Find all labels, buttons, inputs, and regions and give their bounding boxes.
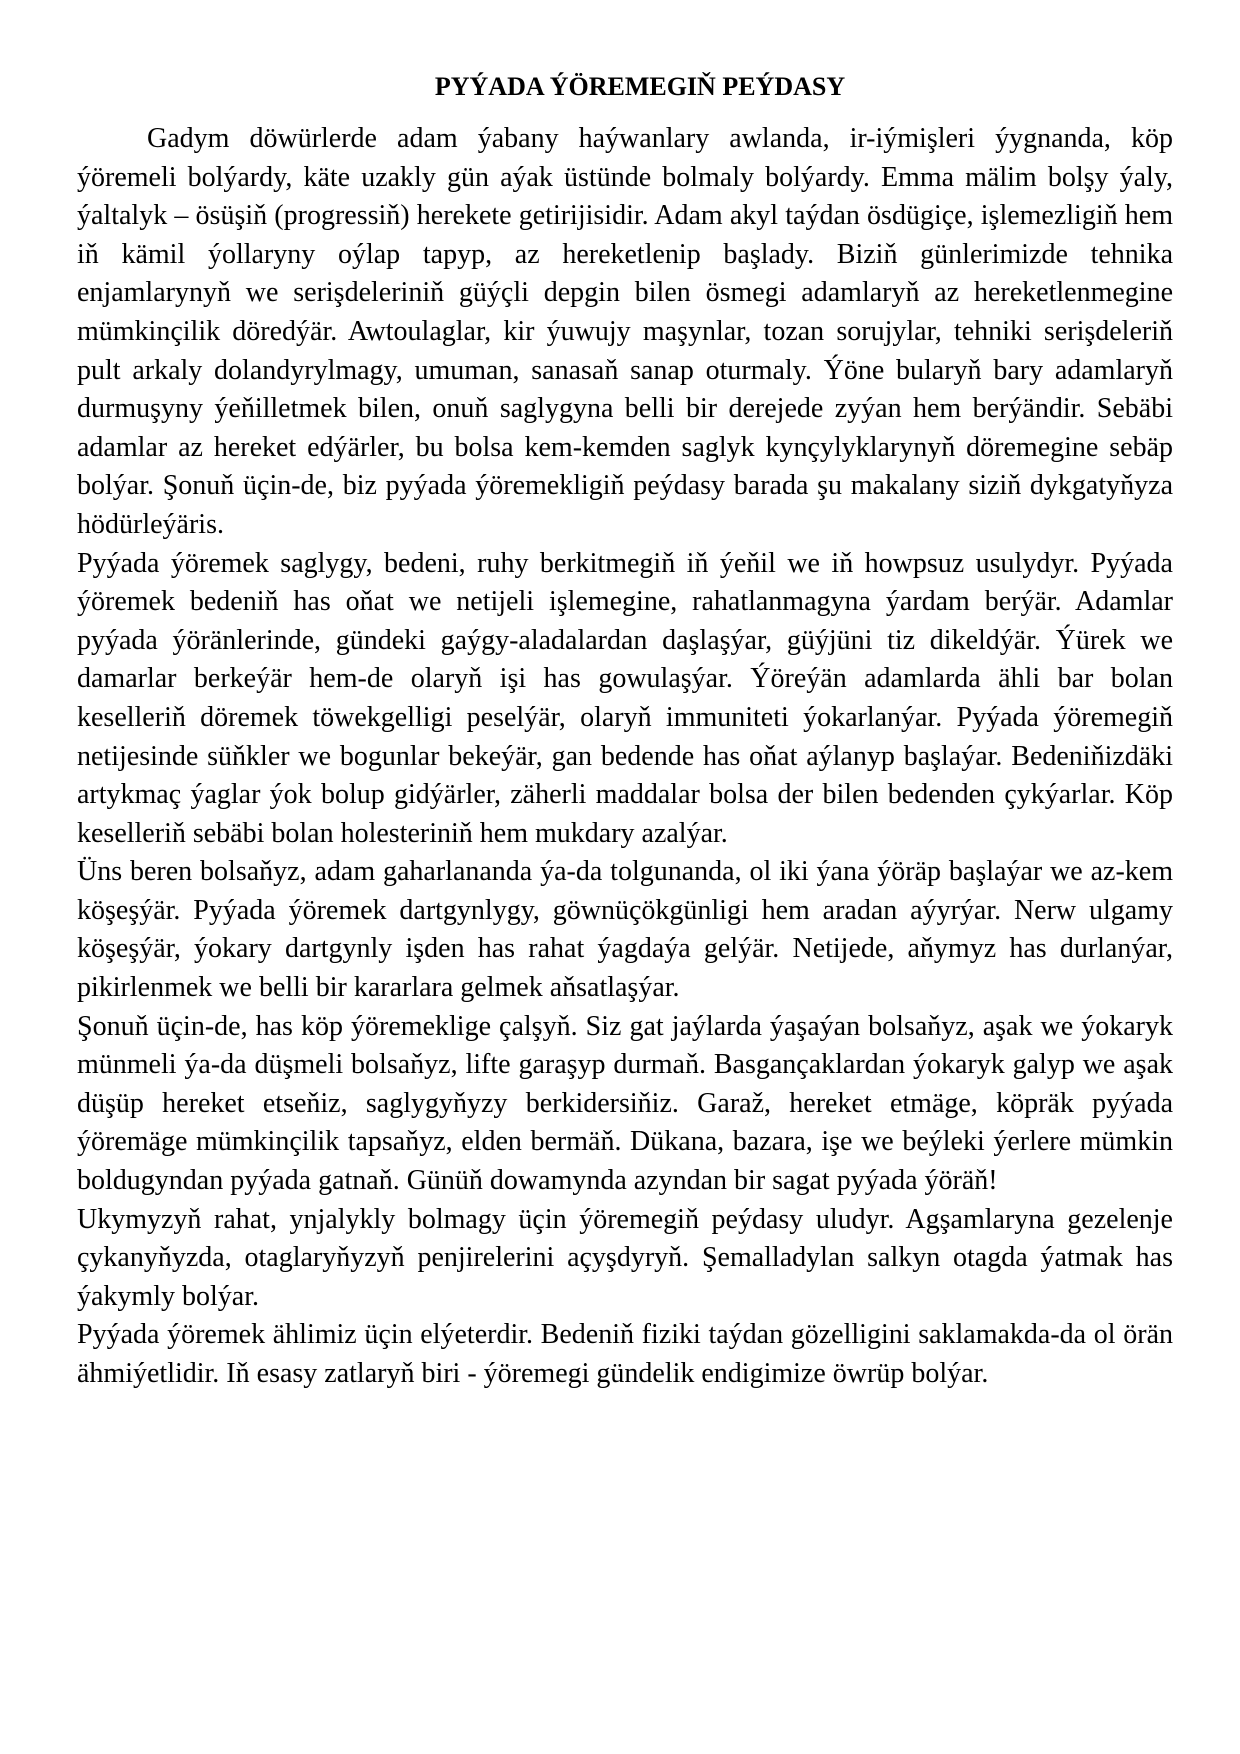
page-title: PYÝADA ÝÖREMEGIŇ PEÝDASY [434,72,846,101]
paragraph-6: Pyýada ýöremek ählimiz üçin elýeterdir. Bedeniň fiziki taýdan gözelligini saklamakda-da ol örän ähmiýetlidir. Iň esasy zatlaryň biri - ýöremegi gündelik endigimize öwrüp bolýar. [77,1319,1173,1389]
paragraph-4: Şonuň üçin-de, has köp ýöremeklige çalşyň. Siz gat jaýlarda ýaşaýan bolsaňyz, aşak we ýokaryk münmeli ýa-da düşmeli bolsaňyz, lifte garaşyp durmaň. Basgançaklardan ýokaryk galyp we aşak düşüp hereket etseňiz, saglygyňyzy berkidersiňiz. Garaž, hereket etmäge, köpräk pyýada ýöremäge mümkinçilik tapsaňyz, elden bermäň. Dükana, bazara, işe we beýleki ýerlere mümkin boldugyndan pyýada gatnaň. Günüň dowamynda azyndan bir sagat pyýada ýöräň! [77,1010,1173,1197]
paragraph-2: Pyýada ýöremek saglygy, bedeni, ruhy berkitmegiň iň ýeňil we iň howpsuz usulydyr. Pyýada ýöremek bedeniň has oňat we netijeli işlemegine, rahatlanmagyna ýardam berýär. Adamlar pyýada ýöränlerinde, gündeki gaýgy-aladalardan daşlaşýar, güýjüni tiz dikeldýär. Ýürek we damarlar berkeýär hem-de olaryň işi has gowulaşýar. Ýöreýän adamlarda ähli bar bolan keselleriň döremek töwekgelligi peselýär, olaryň immuniteti ýokarlanýar. Pyýada ýöremegiň netijesinde süňkler we bogunlar bekeýär, gan bedende has oňat aýlanyp başlaýar. Bedeniňizdäki artykmaç ýaglar ýok bolup gidýärler, zäherli maddalar bolsa der bilen bedenden çykýarlar. Köp keselleriň sebäbi bolan holesteriniň hem mukdary azalýar. [77,547,1173,849]
paragraph-1: Gadym döwürlerde adam ýabany haýwanlary awlanda, ir-iýmişleri ýygnanda, köp ýöremeli bolýardy, käte uzakly gün aýak üstünde bolmaly bolýardy. Emma mälim bolşy ýaly, ýaltalyk – ösüşiň (progressiň) herekete getirijisidir. Adam akyl taýdan ösdügiçe, işlemezligiň hem iň kämil ýollaryny oýlap tapyp, az hereketlenip başlady. Biziň günlerimizde tehnika enjamlarynyň we serişdeleriniň güýçli depgin bilen ösmegi adamlaryň az hereketlenmegine mümkinçilik döredýär. Awtoulaglar, kir ýuwujy maşynlar, tozan sorujylar, tehniki serişdeleriň pult arkaly dolandyrylmagy, umuman, sanasaň sanap oturmaly. Ýöne bularyň bary adamlaryň durmuşyny ýeňilletmek bilen, onuň saglygyna belli bir derejede zyýan hem berýändir. Sebäbi adamlar az hereket edýärler, bu bolsa kem-kemden saglyk kynçylyklarynyň döremegine sebäp bolýar. Şonuň üçin-de, biz pyýada ýöremekligiň peýdasy barada şu makalany siziň dykgatyňyza hödürleýäris. [77,123,1173,540]
document-page [77,68,1173,1394]
paragraph-5: Ukymyzyň rahat, ynjalykly bolmagy üçin ýöremegiň peýdasy uludyr. Agşamlaryna gezelenje çykanyňyzda, otaglaryňyzyň penjirelerini açyşdyryň. Şemalladylan salkyn otagda ýatmak has ýakymly bolýar. [77,1203,1173,1312]
paragraph-3: Üns beren bolsaňyz, adam gaharlananda ýa-da tolgunanda, ol iki ýana ýöräp başlaýar we az-kem köşeşýär. Pyýada ýöremek dartgynlygy, göwnüçökgünligi hem aradan aýyrýar. Nerw ulgamy köşeşýär, ýokary dartgynly işden has rahat ýagdaýa gelýär. Netijede, aňymyz has durlanýar, pikirlenmek we belli bir kararlara gelmek aňsatlaşýar. [77,856,1173,1004]
